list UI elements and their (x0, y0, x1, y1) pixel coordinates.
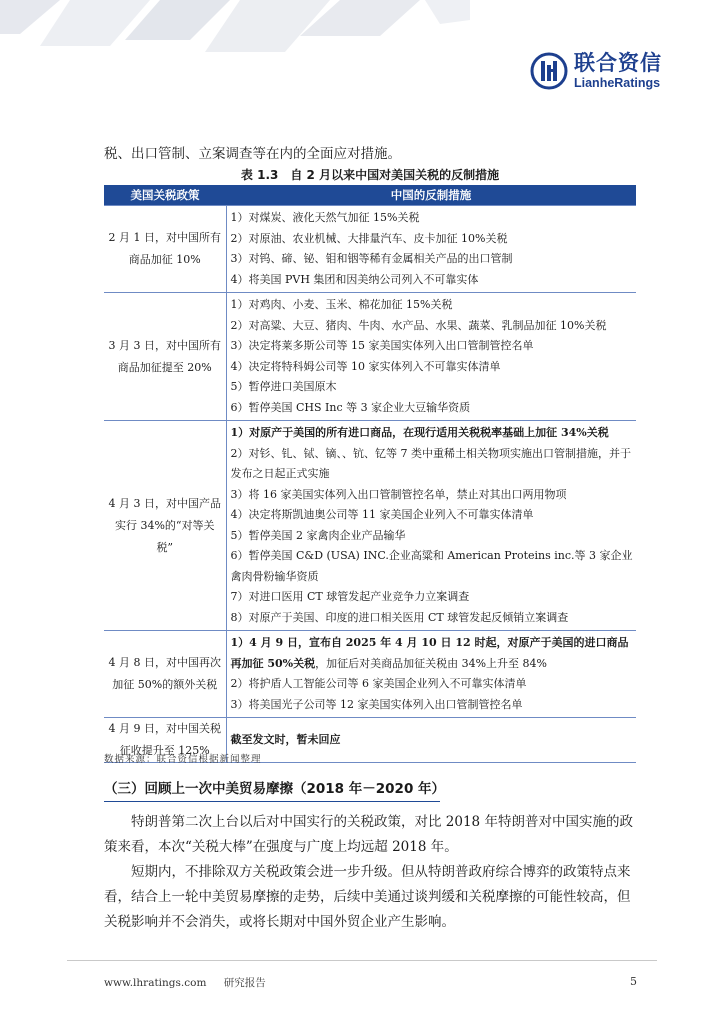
footer-website: www.lhratings.com (104, 977, 207, 989)
measure-item: 3）对钨、碲、铋、钼和铟等稀有金属相关产品的出口管制 (230, 252, 513, 265)
measure-item: 7）对进口医用 CT 球管发起产业竞争力立案调查 (230, 590, 470, 603)
measure-item: 3）将 16 家美国实体列入出口管制管控名单，禁止对其出口两用物项 (230, 487, 567, 501)
body-paragraph-1: 特朗普第二次上台以后对中国实行的关税政策，对比 2018 年特朗普对中国实施的政策来看，本次“关税大棒”在强度与广度上均远超 2018 年。 (104, 814, 633, 855)
table-caption: 表 1.3 自 2 月以来中国对美国关税的反制措施 (240, 168, 500, 182)
intro-line: 税、出口管制、立案调查等在内的全面应对措施。 (104, 146, 401, 162)
header-us-policy: 美国关税政策 (104, 185, 226, 206)
data-source: 数据来源：联合资信根据新闻整理 (104, 754, 262, 765)
table-row (104, 206, 636, 293)
lianhe-logo-icon (530, 52, 568, 90)
measure-item: 2）对高粱、大豆、猪肉、牛肉、水产品、水果、蔬菜、乳制品加征 10%关税 (230, 318, 607, 332)
measure-item: 4）决定将斯凯迪奥公司等 11 家美国企业列入不可靠实体清单 (230, 508, 534, 521)
section-underline (104, 801, 440, 802)
measure-item: 1）对原产于美国的所有进口商品，在现行适用关税税率基础上加征 34%关税 (230, 426, 609, 439)
measure-item: 截至发文时，暂未回应 (230, 732, 341, 746)
us-policy-cell: 3 月 3 日，对中国所有商品加征提至 20% (104, 293, 226, 421)
china-measures-cell (226, 718, 636, 763)
table-header-row (104, 185, 636, 206)
measure-item: 8）对原产于美国、印度的进口相关医用 CT 球管发起反倾销立案调查 (230, 610, 569, 624)
china-measures-cell (226, 421, 636, 631)
measure-item: 3）决定将莱多斯公司等 15 家美国实体列入出口管制管控名单 (230, 339, 534, 352)
us-policy-cell: 4 月 3 日，对中国产品实行 34%的“对等关税” (104, 421, 226, 631)
page-number: 5 (630, 975, 637, 988)
measure-item: 3）将美国光子公司等 12 家美国实体列入出口管制管控名单 (230, 697, 523, 711)
measure-item: 4）将美国 PVH 集团和因美纳公司列入不可靠实体 (230, 272, 479, 286)
china-measures-cell (226, 293, 636, 421)
logo-chinese-name: 联合资信 (574, 50, 662, 75)
measure-item: 6）暂停美国 CHS Inc 等 3 家企业大豆输华资质 (230, 400, 471, 414)
section-heading: （三）回顾上一次中美贸易摩擦（2018 年－2020 年） (104, 781, 446, 797)
measure-item: 5）暂停美国 2 家禽肉企业产品输华 (230, 528, 406, 542)
company-logo (530, 52, 662, 90)
table-row (104, 421, 636, 631)
us-policy-cell: 2 月 1 日，对中国所有商品加征 10% (104, 206, 226, 293)
logo-english-name: LianheRatings (574, 75, 661, 90)
measure-item: 6）暂停美国 C&D (USA) INC.企业高粱和 American Proteins inc.等 3 家企业禽肉骨粉输华资质 (230, 549, 633, 583)
footer-divider (67, 960, 657, 961)
us-policy-cell: 4 月 9 日，对中国关税征收提升至 125% (104, 718, 226, 763)
measure-item: 5）暂停进口美国原木 (230, 380, 337, 393)
header-china-measures: 中国的反制措施 (226, 185, 636, 206)
us-policy-cell: 4 月 8 日，对中国再次加征 50%的额外关税 (104, 631, 226, 718)
measure-item: 2）对钐、钆、铽、镝、、钪、钇等 7 类中重稀土相关物项实施出口管制措施，并于发布之日起正式实施 (230, 446, 631, 480)
measure-item: 1）对煤炭、液化天然气加征 15%关税 (230, 211, 420, 224)
measure-item: 1）对鸡肉、小麦、玉米、棉花加征 15%关税 (230, 298, 453, 311)
measure-item: 2）将护盾人工智能公司等 6 家美国企业列入不可靠实体清单 (230, 677, 527, 690)
china-measures-cell (226, 631, 636, 718)
countermeasures-table (104, 185, 636, 763)
china-measures-cell (226, 206, 636, 293)
table-row (104, 293, 636, 421)
body-paragraph-2: 短期内，不排除双方关税政策会进一步升级。但从特朗普政府综合博弈的政策特点来看，结合上一轮中美贸易摩擦的走势，后续中美通过谈判缓和关税摩擦的可能性较高，但关税影响并不会消失，或将长期对中国外贸企业产生影响。 (104, 864, 631, 930)
measure-item-part: ，加征后对美商品加征关税由 34%上升至 84% (315, 656, 547, 670)
measure-item: 4）决定将特科姆公司等 10 家实体列入不可靠实体清单 (230, 359, 501, 373)
measure-item (231, 633, 637, 674)
measure-item: 2）对原油、农业机械、大排量汽车、皮卡加征 10%关税 (230, 231, 508, 245)
measure-item-part: 1）4 月 9 日，宣布自 2025 年 4 月 10 日 12 时起，对原产于美国的进口商品再加征 50%关税 (230, 636, 629, 670)
table-row (104, 631, 636, 718)
footer-info (104, 975, 280, 990)
header-decoration (0, 0, 470, 70)
footer-report-type: 研究报告 (223, 977, 266, 989)
